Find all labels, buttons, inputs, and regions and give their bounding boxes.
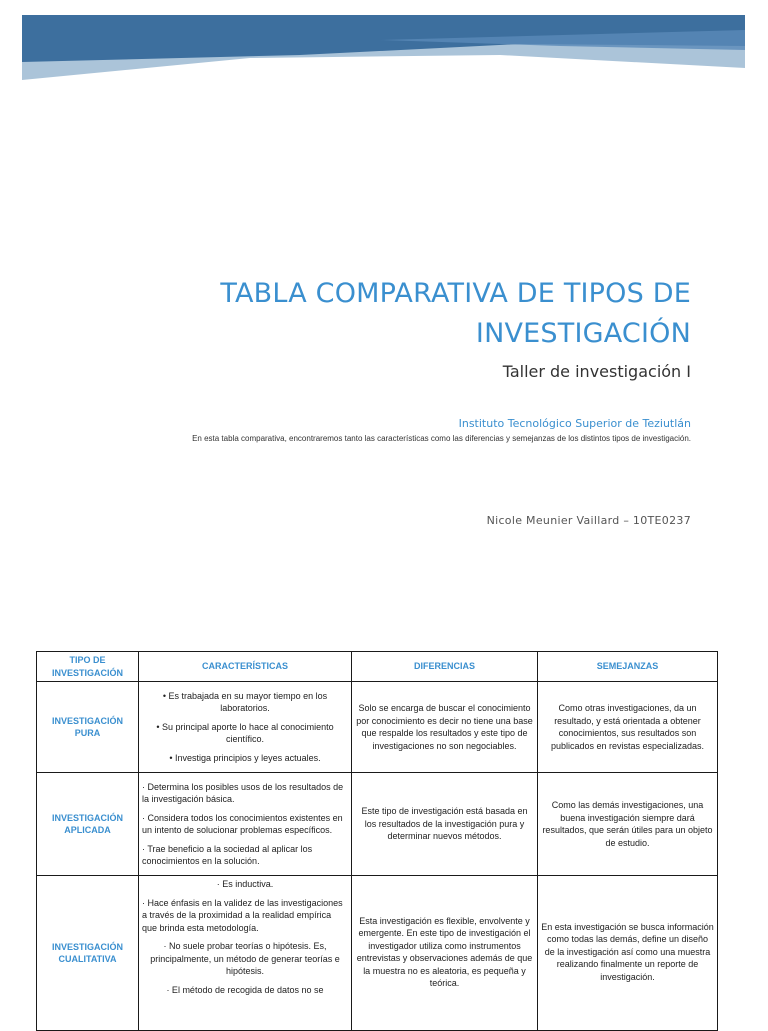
document-subtitle: Taller de investigación I — [502, 362, 691, 381]
header-banner — [0, 0, 768, 90]
characteristic-item: · Hace énfasis en la validez de las investigaciones a través de la proximidad a la realidad empírica que brinda esta metodología. — [142, 897, 343, 933]
header-differences: DIFERENCIAS — [352, 652, 538, 682]
table-header-row — [37, 652, 718, 682]
row-differences: Este tipo de investigación está basada en los resultados de la investigación pura y determinar nuevos métodos. — [352, 773, 538, 876]
table-row — [37, 773, 718, 876]
row-differences: Solo se encarga de buscar el conocimiento por conocimiento es decir no tiene una base que respalde los resultados y este tipo de investigaciones no son negociables. — [352, 682, 538, 773]
document-title: TABLA COMPARATIVA DE TIPOS DE INVESTIGACIÓN — [220, 278, 691, 349]
table-row — [37, 876, 718, 1031]
characteristic-item: · Es inductiva. — [216, 879, 274, 889]
document-abstract: En esta tabla comparativa, encontraremos tanto las características como las diferencias y semejanzas de los distintos tipos de investigación. — [192, 434, 691, 443]
author-line: Nicole Meunier Vaillard – 10TE0237 — [486, 514, 691, 527]
row-similarities: Como otras investigaciones, da un resultado, y está orientada a obtener conocimientos, sus resultados son publicados en revistas especializadas. — [538, 682, 718, 773]
characteristic-item: · Trae beneficio a la sociedad al aplicar los conocimientos en la solución. — [142, 843, 313, 866]
row-differences: Esta investigación es flexible, envolvente y emergente. En este tipo de investigación el investigador utiliza como instrumentos entrevistas y observaciones además de que la muestra no es aleatoria, es pequeña y teórica. — [352, 876, 538, 1031]
institute-name: Instituto Tecnológico Superior de Teziutlán — [458, 417, 691, 430]
row-characteristics — [139, 773, 352, 876]
header-similarities: SEMEJANZAS — [538, 652, 718, 682]
characteristic-item: · Considera todos los conocimientos existentes en un intento de solucionar problemas específicos. — [142, 812, 343, 835]
row-characteristics — [139, 682, 352, 773]
table-row — [37, 682, 718, 773]
row-type: INVESTIGACIÓN APLICADA — [37, 773, 139, 876]
row-similarities: En esta investigación se busca información como todas las demás, define un diseño de la investigación así como una muestra realizando finalmente un reporte de investigación. — [538, 876, 718, 1031]
row-similarities: Como las demás investigaciones, una buena investigación siempre dará resultados, que serán útiles para un objeto de estudio. — [538, 773, 718, 876]
characteristic-item: • Su principal aporte lo hace al conocimiento científico. — [156, 721, 334, 745]
characteristic-item: • Investiga principios y leyes actuales. — [169, 752, 321, 763]
characteristic-item: • Es trabajada en su mayor tiempo en los laboratorios. — [162, 690, 328, 714]
characteristic-item: · No suele probar teorías o hipótesis. Es, principalmente, un método de generar teorías e hipótesis. — [150, 941, 340, 976]
comparison-table — [36, 651, 718, 1031]
header-characteristics: CARACTERÍSTICAS — [139, 652, 352, 682]
row-characteristics — [139, 876, 352, 1031]
characteristic-item: · Determina los posibles usos de los resultados de la investigación básica. — [142, 781, 344, 804]
characteristic-item: · El método de recogida de datos no se — [166, 984, 324, 995]
row-type: INVESTIGACIÓN PURA — [37, 682, 139, 773]
row-type: INVESTIGACIÓN CUALITATIVA — [37, 876, 139, 1031]
header-type: TIPO DE INVESTIGACIÓN — [37, 652, 139, 682]
